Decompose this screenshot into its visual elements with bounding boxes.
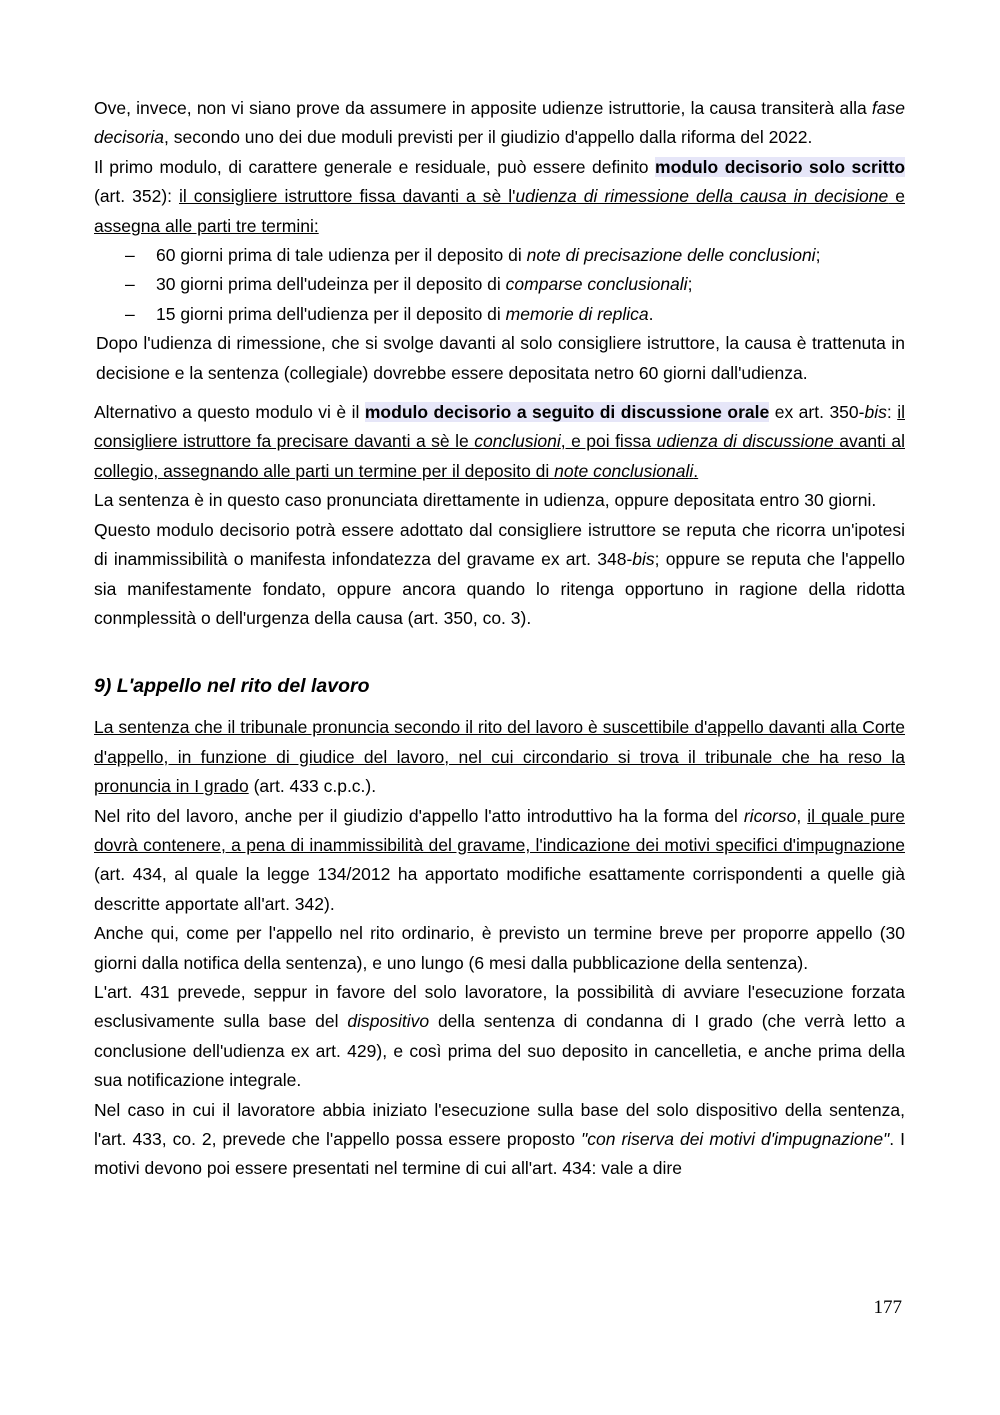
list-item: – 60 giorni prima di tale udienza per il deposito di note di precisazione delle conclusioni; (125, 245, 821, 266)
paragraph-rito-lavoro: La sentenza che il tribunale pronuncia secondo il rito del lavoro è suscettibile d'appello davanti alla Corte d'appello, in funzione di giudice del lavoro, nel cui circondario si trova il tribunale che ha reso la pronuncia in I grado (art. 433 c.p.c.). (94, 717, 905, 797)
highlight-modulo-scritto: modulo decisorio solo scritto (655, 156, 906, 177)
terms-list (94, 241, 905, 329)
paragraph-art-431: L'art. 431 prevede, seppur in favore del solo lavoratore, la possibilità di avviare l'esecuzione forzata esclusivamente sulla base del dispositivo della sentenza di condanna di I grado (che verrà letto a conclusione dell'udienza ex art. 429), e così prima del suo deposito in cancelletia, e anche prima della sua notificazione integrale. (94, 981, 906, 1091)
document-body (94, 94, 905, 1184)
paragraph-ricorso: Nel rito del lavoro, anche per il giudizio d'appello l'atto introduttivo ha la forma del ricorso, il quale pure dovrà contenere, a pena di inammissibilità del gravame, l'indicazione dei motivi specifici d'impugnazione (art. 434, al quale la legge 134/2012 ha apportato modifiche esattamente corrispondenti a quelle già descritte apportate all'art. 342). (94, 805, 905, 914)
paragraph-termini: Anche qui, come per l'appello nel rito ordinario, è previsto un termine breve per proporre appello (30 giorni dalla notifica della sentenza), e uno lungo (6 mesi dalla pubblicazione della sentenza). (94, 923, 905, 973)
paragraph-modulo-scritto: Il primo modulo, di carattere generale e residuale, può essere definito modulo decisorio solo scritto (art. 352): il consigliere istruttore fissa davanti a sè l'udienza di rimessione della causa in decisione e assegna alle parti tre termini: (94, 156, 906, 236)
paragraph-discussione-orale: Alternativo a questo modulo vi è il modulo decisorio a seguito di discussione orale ex art. 350-bis: il consigliere istruttore fa precisare davanti a sè le conclusioni, e poi fissa udienza di discussione avanti al collegio, assegnando alle parti un termine per il deposito di note conclusionali. (94, 402, 905, 481)
page-number: 177 (873, 1297, 902, 1318)
list-item: – 15 giorni prima dell'udienza per il deposito di memorie di replica. (125, 303, 654, 324)
paragraph-riserva-motivi: Nel caso in cui il lavoratore abbia iniziato l'esecuzione sulla base del solo dispositivo della sentenza, l'art. 433, co. 2, prevede che l'appello possa essere proposto "con riserva dei motivi d'impugnazione". I motivi devono poi essere presentati nel termine di cui all'art. 434: vale a dire (94, 1099, 906, 1179)
list-item: – 30 giorni prima dell'udeinza per il deposito di comparse conclusionali; (125, 274, 693, 295)
paragraph-rimessione: Dopo l'udienza di rimessione, che si svolge davanti al solo consigliere istruttore, la causa è trattenuta in decisione e la sentenza (collegiale) dovrebbe essere depositata netro 60 giorni dall'udienza. (96, 333, 905, 383)
paragraph-sentenza: La sentenza è in questo caso pronunciata direttamente in udienza, oppure depositata entro 30 giorni. (94, 490, 877, 511)
section-heading: 9) L'appello nel rito del lavoro (94, 675, 370, 698)
highlight-modulo-orale: modulo decisorio a seguito di discussione orale (364, 402, 770, 423)
paragraph-fase-decisoria: Ove, invece, non vi siano prove da assumere in apposite udienze istruttorie, la causa transiterà alla fase decisoria, secondo uno dei due moduli previsti per il giudizio d'appello dalla riforma del 2022. (94, 98, 905, 148)
paragraph-adozione-modulo: Questo modulo decisorio potrà essere adottato dal consigliere istruttore se reputa che ricorra un'ipotesi di inammissibilità o manifesta infondatezza del gravame ex art. 348-bis; oppure se reputa che l'appello sia manifestamente fondato, oppure ancora quando lo ritenga opportuno in ragione della ridotta conmplessità o dell'urgenza della causa (art. 350, co. 3). (94, 519, 905, 628)
